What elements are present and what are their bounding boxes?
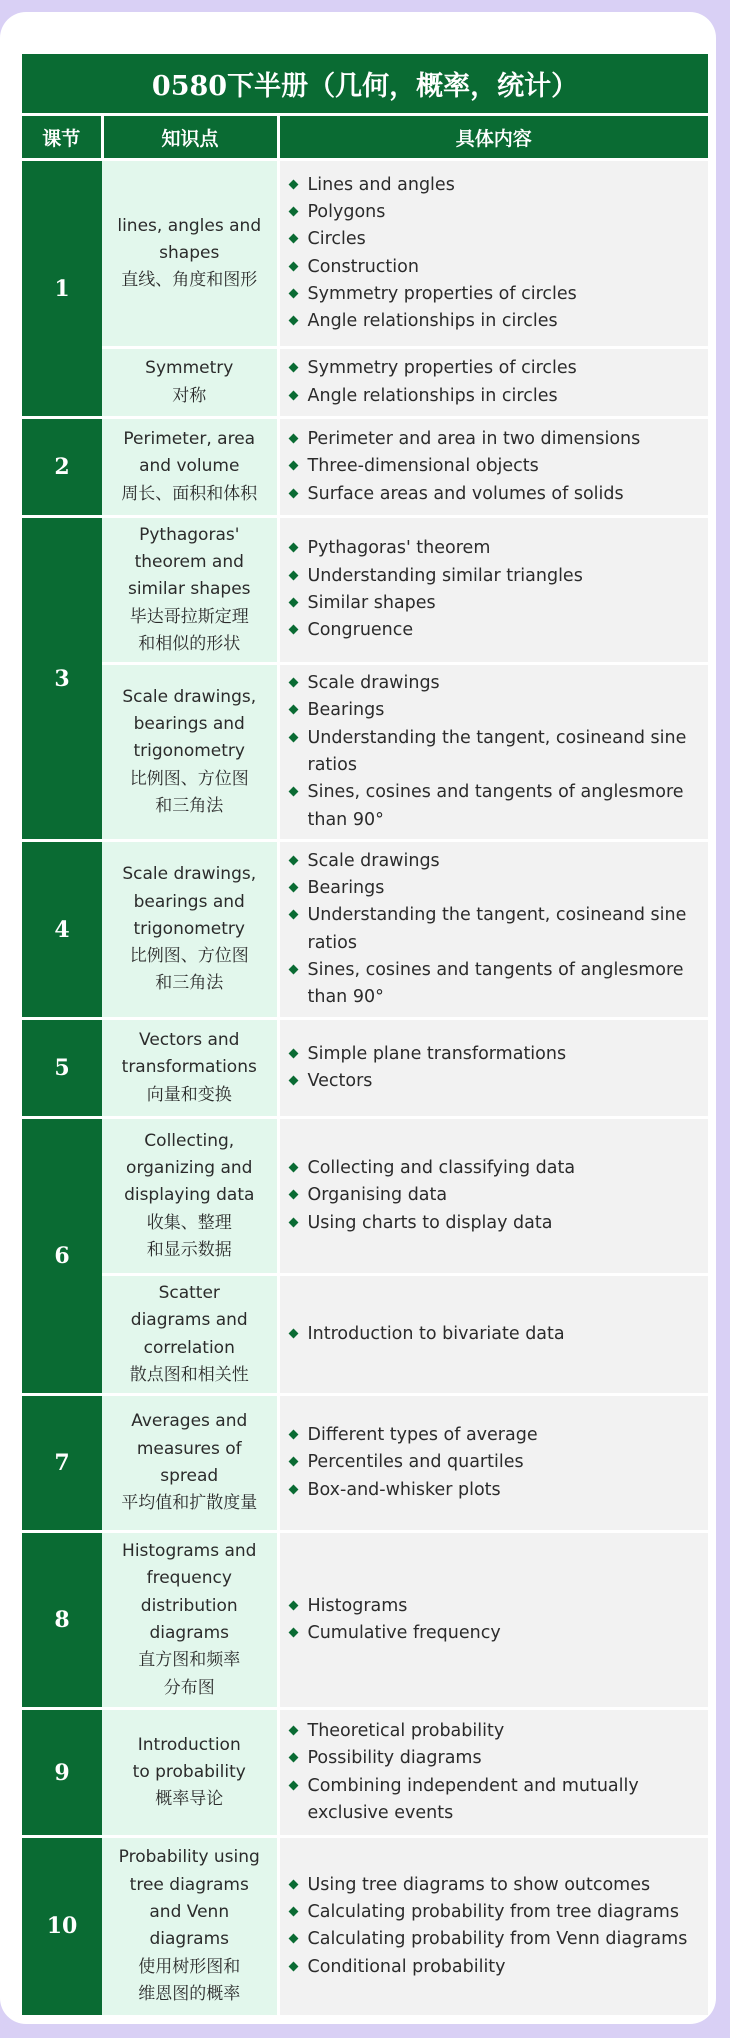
list-item (288, 1872, 705, 1899)
content-list (288, 1321, 705, 1348)
list-item-text: Surface areas and volumes of solids (307, 483, 624, 504)
table-body (22, 160, 708, 2015)
diamond-bullet-icon (288, 964, 298, 974)
diamond-bullet-icon (288, 1879, 298, 1889)
topic-line: 散点图和相关性 (129, 1364, 249, 1385)
diamond-bullet-icon (288, 234, 298, 244)
table-row (22, 1275, 708, 1395)
topic-line: 收集、整理 (146, 1212, 232, 1233)
topic-line: Introduction (137, 1734, 241, 1755)
table-row (22, 1532, 708, 1709)
diamond-bullet-icon (288, 910, 298, 920)
diamond-bullet-icon (288, 179, 298, 189)
topic-cell (102, 348, 278, 418)
topic-line: and Venn (149, 1901, 230, 1922)
topic-line: 周长、面积和体积 (121, 483, 258, 504)
table-row (22, 348, 708, 418)
topic-line: trigonometry (133, 918, 245, 939)
list-item-text: Understanding the tangent, cosineand sine ratios (307, 905, 687, 953)
list-item (288, 1041, 705, 1068)
diamond-bullet-icon (288, 1076, 298, 1086)
diamond-bullet-icon (288, 732, 298, 742)
topic-line: tree diagrams (129, 1874, 249, 1895)
diamond-bullet-icon (288, 1780, 298, 1790)
list-item-text: Angle relationships in circles (307, 385, 558, 406)
diamond-bullet-icon (288, 1725, 298, 1735)
content-cell (278, 1019, 708, 1118)
topic-cell (102, 517, 278, 664)
diamond-bullet-icon (288, 316, 298, 326)
list-item (288, 725, 705, 780)
section-number: 7 (22, 1395, 102, 1532)
topic-line: transformations (121, 1057, 257, 1078)
list-item-text: Theoretical probability (307, 1720, 505, 1741)
topic-cell (102, 1118, 278, 1275)
list-item (288, 1899, 705, 1926)
content-cell (278, 1532, 708, 1709)
content-cell (278, 664, 708, 841)
table-header-row (22, 116, 708, 160)
list-item (288, 779, 705, 834)
topic-line: 和三角法 (155, 795, 224, 816)
topic-line: Pythagoras' (139, 524, 240, 545)
topic-line: organizing and (126, 1158, 253, 1179)
section-number: 1 (22, 160, 102, 418)
diamond-bullet-icon (288, 288, 298, 298)
list-item-text: Circles (307, 229, 366, 250)
list-item-text: Box-and-whisker plots (307, 1479, 501, 1500)
topic-line: Averages and (131, 1411, 248, 1432)
list-item (288, 1449, 705, 1476)
diamond-bullet-icon (288, 598, 298, 608)
header-content: 具体内容 (278, 116, 708, 160)
table-row (22, 517, 708, 664)
table-row (22, 1395, 708, 1532)
topic-line: 平均值和扩散度量 (121, 1493, 258, 1514)
list-item (288, 254, 705, 281)
list-item-text: Scale drawings (307, 850, 440, 871)
diamond-bullet-icon (288, 488, 298, 498)
topic-line: measures of (136, 1438, 242, 1459)
list-item-text: Symmetry properties of circles (307, 283, 577, 304)
list-item (288, 875, 705, 902)
table-row (22, 160, 708, 348)
topic-line: and volume (139, 456, 240, 477)
topic-line: 和三角法 (155, 973, 224, 994)
content-list (288, 1155, 705, 1237)
list-item (288, 1620, 705, 1647)
diamond-bullet-icon (288, 787, 298, 797)
diamond-bullet-icon (288, 1600, 298, 1610)
content-cell (278, 160, 708, 348)
syllabus-sheet (22, 54, 708, 2015)
list-item (288, 1182, 705, 1209)
diamond-bullet-icon (288, 1430, 298, 1440)
content-list (288, 1422, 705, 1504)
diamond-bullet-icon (288, 543, 298, 553)
topic-line: Perimeter, area (123, 429, 256, 450)
topic-cell (102, 1275, 278, 1395)
diamond-bullet-icon (288, 625, 298, 635)
list-item (288, 1926, 705, 1953)
diamond-bullet-icon (288, 1190, 298, 1200)
diamond-bullet-icon (288, 1961, 298, 1971)
topic-line: 维恩图的概率 (138, 1983, 241, 2004)
topic-line: similar shapes (127, 579, 251, 600)
topic-cell (102, 841, 278, 1019)
list-item-text: Combining independent and mutually exclusive events (307, 1775, 639, 1823)
list-item (288, 426, 705, 453)
topic-line: frequency (146, 1568, 232, 1589)
list-item (288, 1745, 705, 1772)
table-row (22, 664, 708, 841)
content-list (288, 848, 705, 1012)
list-item-text: Histograms (307, 1595, 408, 1616)
topic-line: Vectors and (139, 1030, 240, 1051)
topic-line: 概率导论 (155, 1789, 224, 1810)
topic-line: lines, angles and (117, 215, 262, 236)
list-item-text: Sines, cosines and tangents of anglesmore than 90° (307, 959, 684, 1008)
diamond-bullet-icon (288, 678, 298, 688)
topic-line: Histograms and (122, 1541, 257, 1562)
section-number: 5 (22, 1019, 102, 1118)
section-number: 9 (22, 1709, 102, 1837)
table-row (22, 1837, 708, 2015)
topic-line: Collecting, (144, 1130, 235, 1151)
diamond-bullet-icon (288, 570, 298, 580)
topic-line: 直线、角度和图形 (121, 270, 258, 291)
diamond-bullet-icon (288, 461, 298, 471)
list-item-text: Symmetry properties of circles (307, 358, 577, 379)
topic-line: 和相似的形状 (138, 633, 241, 654)
content-list (288, 355, 705, 410)
table-row (22, 1019, 708, 1118)
topic-line: bearings and (133, 891, 245, 912)
section-number: 10 (22, 1837, 102, 2015)
list-item (288, 670, 705, 697)
list-item-text: Bearings (307, 700, 385, 721)
topic-line: diagrams (149, 1623, 230, 1643)
list-item (288, 1155, 705, 1182)
diamond-bullet-icon (288, 1628, 298, 1638)
list-item (288, 383, 705, 410)
table-row (22, 841, 708, 1019)
topic-cell (102, 1532, 278, 1709)
header-topic: 知识点 (102, 116, 278, 160)
topic-cell (102, 664, 278, 841)
topic-line: spread (160, 1466, 219, 1486)
content-cell (278, 348, 708, 418)
header-section: 课节 (22, 116, 102, 160)
section-number: 4 (22, 841, 102, 1019)
topic-cell (102, 1019, 278, 1118)
content-cell (278, 1837, 708, 2015)
list-item (288, 617, 705, 644)
diamond-bullet-icon (288, 434, 298, 444)
list-item-text: Calculating probability from Venn diagrams (307, 1929, 688, 1950)
diamond-bullet-icon (288, 363, 298, 373)
topic-line: Scale drawings, (122, 686, 257, 707)
list-item-text: Conditional probability (307, 1956, 506, 1977)
list-item-text: Introduction to bivariate data (307, 1323, 565, 1344)
syllabus-table (22, 116, 708, 2015)
diamond-bullet-icon (288, 1328, 298, 1338)
list-item-text: Congruence (307, 620, 414, 641)
list-item-text: Perimeter and area in two dimensions (307, 429, 641, 450)
list-item (288, 172, 705, 199)
list-item-text: Collecting and classifying data (307, 1158, 576, 1179)
diamond-bullet-icon (288, 390, 298, 400)
diamond-bullet-icon (288, 1217, 298, 1227)
list-item-text: Using charts to display data (307, 1212, 553, 1233)
list-item-text: Lines and angles (307, 174, 455, 195)
topic-line: diagrams and (130, 1310, 248, 1331)
list-item-text: Using tree diagrams to show outcomes (307, 1874, 651, 1895)
list-item (288, 453, 705, 480)
list-item-text: Sines, cosines and tangents of anglesmore than 90° (307, 782, 684, 830)
topic-line: correlation (143, 1337, 235, 1358)
topic-cell (102, 1837, 278, 2015)
list-item (288, 1954, 705, 1981)
diamond-bullet-icon (288, 705, 298, 715)
list-item (288, 563, 705, 590)
section-number: 6 (22, 1118, 102, 1395)
topic-line: to probability (132, 1761, 246, 1782)
diamond-bullet-icon (288, 1163, 298, 1173)
card (0, 12, 716, 2024)
table-row (22, 1118, 708, 1275)
topic-line: 比例图、方位图 (129, 768, 249, 789)
list-item (288, 226, 705, 253)
list-item-text: Possibility diagrams (307, 1748, 482, 1769)
diamond-bullet-icon (288, 1484, 298, 1494)
content-cell (278, 1118, 708, 1275)
diamond-bullet-icon (288, 1907, 298, 1917)
list-item (288, 957, 705, 1012)
list-item (288, 535, 705, 562)
list-item-text: Vectors (307, 1071, 373, 1091)
content-cell (278, 517, 708, 664)
diamond-bullet-icon (288, 206, 298, 216)
diamond-bullet-icon (288, 882, 298, 892)
section-number: 8 (22, 1532, 102, 1709)
list-item (288, 1210, 705, 1237)
content-cell (278, 1395, 708, 1532)
list-item-text: Angle relationships in circles (307, 311, 558, 332)
topic-line: bearings and (133, 714, 245, 735)
list-item-text: Different types of average (307, 1425, 538, 1446)
diamond-bullet-icon (288, 1934, 298, 1944)
content-list (288, 535, 705, 644)
list-item-text: Construction (307, 256, 419, 277)
topic-line: theorem and (134, 552, 244, 573)
diamond-bullet-icon (288, 855, 298, 865)
list-item (288, 1477, 705, 1504)
content-list (288, 426, 705, 508)
list-item (288, 848, 705, 875)
topic-cell (102, 1709, 278, 1837)
content-list (288, 670, 705, 834)
list-item-text: Percentiles and quartiles (307, 1452, 524, 1473)
topic-line: distribution (140, 1595, 238, 1616)
diamond-bullet-icon (288, 1457, 298, 1467)
list-item (288, 1773, 705, 1828)
topic-line: Scale drawings, (122, 864, 257, 885)
list-item-text: Scale drawings (307, 673, 440, 694)
list-item-text: Bearings (307, 877, 385, 898)
section-number: 3 (22, 517, 102, 841)
list-item (288, 481, 705, 508)
list-item-text: Three-dimensional objects (307, 456, 539, 477)
topic-line: 分布图 (163, 1677, 215, 1698)
topic-cell (102, 418, 278, 517)
list-item (288, 1593, 705, 1620)
list-item (288, 355, 705, 382)
list-item-text: Calculating probability from tree diagrams (307, 1901, 679, 1922)
list-item (288, 1718, 705, 1745)
content-cell (278, 1275, 708, 1395)
diamond-bullet-icon (288, 1048, 298, 1058)
content-list (288, 1872, 705, 1981)
list-item-text: Understanding similar triangles (307, 565, 583, 586)
list-item (288, 902, 705, 957)
list-item (288, 199, 705, 226)
content-cell (278, 418, 708, 517)
content-list (288, 172, 705, 336)
list-item (288, 308, 705, 335)
list-item-text: Pythagoras' theorem (307, 538, 491, 559)
list-item-text: Similar shapes (307, 593, 436, 613)
page-title: 0580下半册（几何，概率，统计） (22, 54, 708, 116)
table-row (22, 1709, 708, 1837)
list-item-text: Understanding the tangent, cosineand sine ratios (307, 727, 687, 775)
topic-line: 对称 (172, 385, 207, 406)
content-list (288, 1041, 705, 1096)
topic-cell (102, 160, 278, 348)
topic-line: diagrams (149, 1929, 230, 1950)
topic-line: 毕达哥拉斯定理 (129, 606, 249, 627)
topic-line: 和显示数据 (146, 1239, 232, 1260)
list-item-text: Simple plane transformations (307, 1043, 567, 1064)
topic-line: 直方图和频率 (138, 1650, 241, 1671)
list-item-text: Polygons (307, 201, 386, 222)
list-item (288, 697, 705, 724)
list-item (288, 1068, 705, 1095)
table-row (22, 418, 708, 517)
topic-line: 比例图、方位图 (129, 946, 249, 967)
list-item (288, 281, 705, 308)
content-list (288, 1718, 705, 1827)
topic-line: Symmetry (145, 358, 234, 379)
topic-line: Scatter (158, 1282, 220, 1303)
content-list (288, 1593, 705, 1648)
topic-line: shapes (159, 242, 220, 263)
topic-line: trigonometry (133, 741, 245, 762)
list-item (288, 590, 705, 617)
topic-line: Probability using (118, 1847, 260, 1868)
diamond-bullet-icon (288, 261, 298, 271)
list-item (288, 1321, 705, 1348)
list-item (288, 1422, 705, 1449)
topic-line: 向量和变换 (146, 1084, 232, 1105)
content-cell (278, 1709, 708, 1837)
topic-line: 使用树形图和 (138, 1956, 241, 1977)
content-cell (278, 841, 708, 1019)
topic-cell (102, 1395, 278, 1532)
diamond-bullet-icon (288, 1753, 298, 1763)
list-item-text: Organising data (307, 1185, 448, 1206)
list-item-text: Cumulative frequency (307, 1623, 501, 1643)
section-number: 2 (22, 418, 102, 517)
topic-line: displaying data (124, 1185, 255, 1206)
